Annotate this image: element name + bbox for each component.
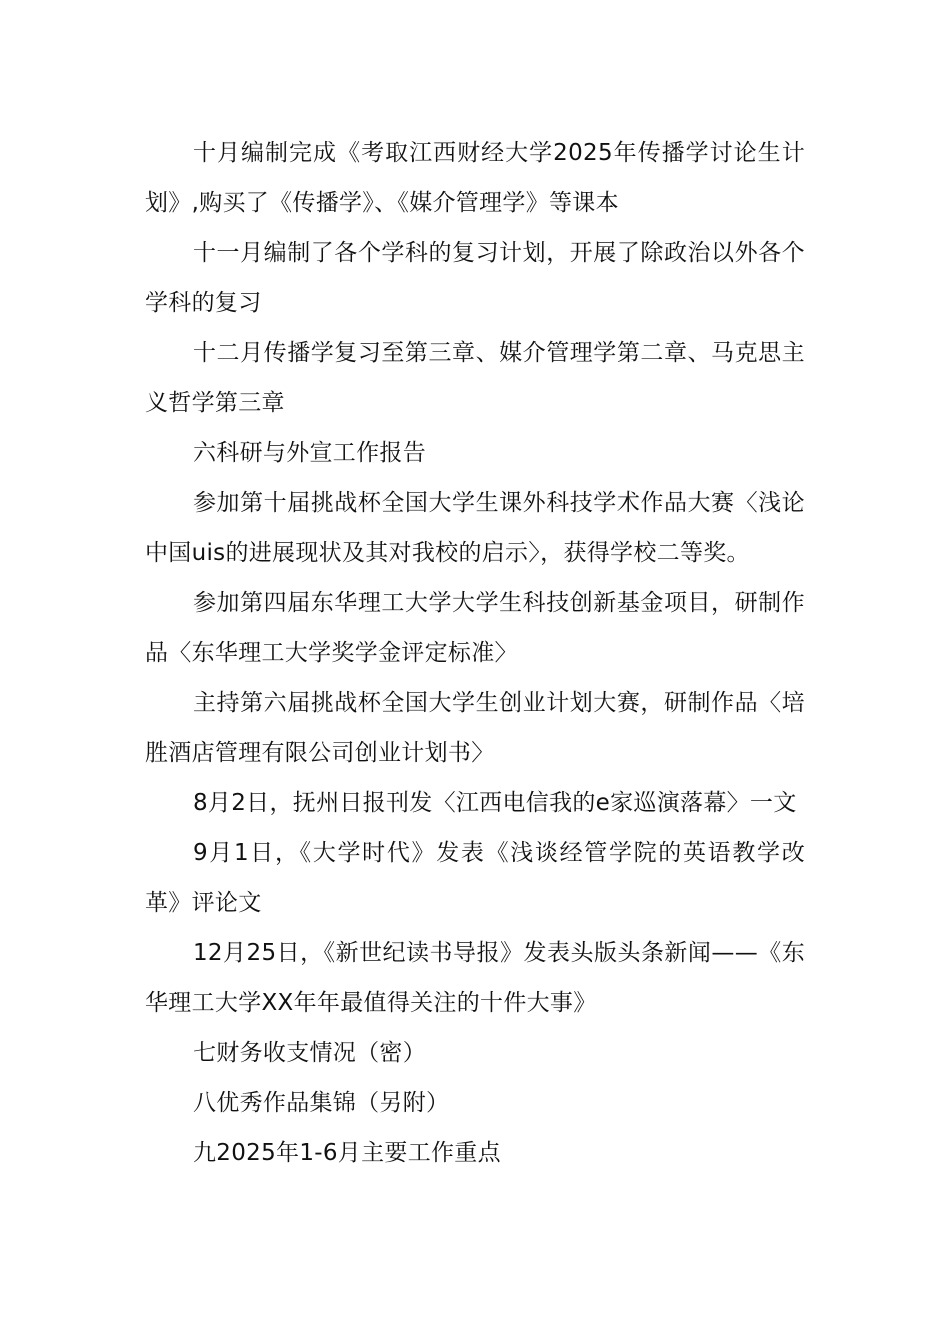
document-body: [145, 128, 805, 1178]
section-heading-finance: 七财务收支情况（密）: [193, 1040, 426, 1066]
paragraph-innovation-fund: 参加第四届东华理工大学大学生科技创新基金项目，研制作品〈东华理工大学奖学金评定标准〉: [145, 590, 805, 666]
paragraph-november-plan: 十一月编制了各个学科的复习计划，开展了除政治以外各个学科的复习: [145, 240, 805, 316]
section-heading-work-focus: 九2025年1-6月主要工作重点: [193, 1140, 501, 1166]
paragraph-challenge-cup-academic: 参加第十届挑战杯全国大学生课外科技学术作品大赛〈浅论中国uis的进展现状及其对我校的启示〉，获得学校二等奖。: [145, 490, 805, 566]
paragraph-october-plan: 十月编制完成《考取江西财经大学2025年传播学讨论生计划》,购买了《传播学》、《媒介管理学》等课本: [145, 140, 805, 216]
section-heading-works: 八优秀作品集锦（另附）: [193, 1090, 450, 1116]
paragraph-aug-publication: 8月2日，抚州日报刊发〈江西电信我的e家巡演落幕〉一文: [193, 790, 797, 816]
paragraph-dec-publication: 12月25日，《新世纪读书导报》发表头版头条新闻——《东华理工大学XX年年最值得关注的十件大事》: [145, 940, 805, 1016]
paragraph-december-progress: 十二月传播学复习至第三章、媒介管理学第二章、马克思主义哲学第三章: [145, 340, 805, 416]
section-heading-research-publicity: 六科研与外宣工作报告: [193, 440, 426, 466]
paragraph-challenge-cup-business: 主持第六届挑战杯全国大学生创业计划大赛，研制作品〈培胜酒店管理有限公司创业计划书〉: [145, 690, 805, 766]
paragraph-sep-publication: 9月1日，《大学时代》发表《浅谈经管学院的英语教学改革》评论文: [145, 840, 805, 916]
